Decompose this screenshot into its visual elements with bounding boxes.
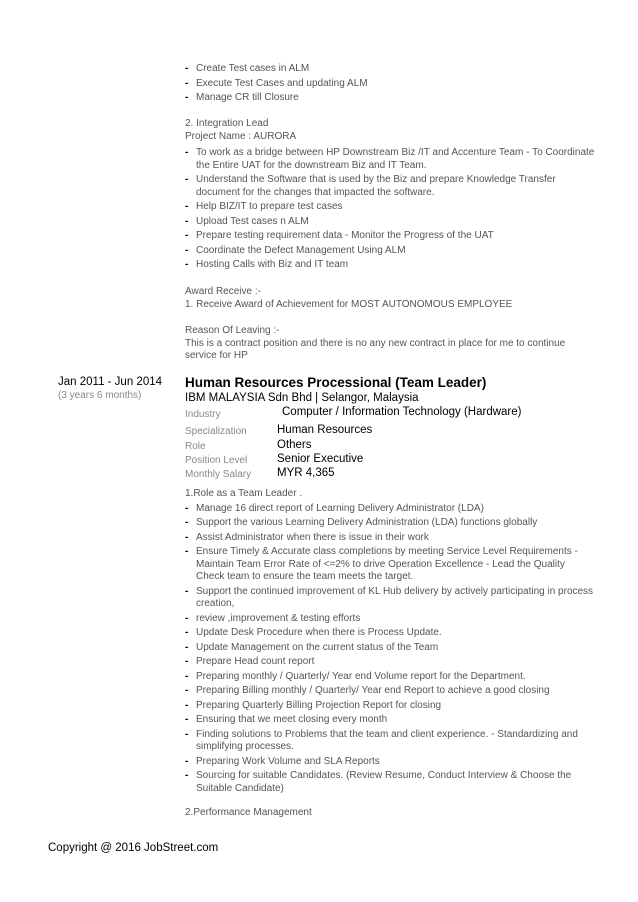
list-item-text: Ensuring that we meet closing every month [196,714,388,725]
salary-value: MYR 4,365 [277,467,335,479]
dash-bullet-icon: - [185,585,189,597]
dash-bullet-icon: - [185,63,189,74]
list-item [185,714,595,727]
award-heading: Award Receive :- [185,286,261,297]
list-item [185,770,595,795]
integration-section [185,118,595,274]
list-item [185,78,595,91]
dash-bullet-icon: - [185,755,189,767]
list-item-text: Update Desk Procedure when there is Process Update. [196,627,442,638]
dash-bullet-icon: - [185,641,189,653]
list-item [185,627,595,640]
position-value: Senior Executive [277,453,364,465]
list-item-text: Upload Test cases n ALM [196,215,309,227]
list-item [185,685,595,698]
list-item [185,642,595,655]
role-value: Others [277,439,312,451]
award-text: 1. Receive Award of Achievement for MOST AUTONOMOUS EMPLOYEE [185,298,513,310]
dash-bullet-icon: - [185,714,189,725]
integration-heading: 2. Integration Lead [185,118,269,129]
list-item [185,656,595,669]
list-item-text: review ,improvement & testing efforts [196,612,361,624]
dash-bullet-icon: - [185,531,189,543]
dash-bullet-icon: - [185,77,189,89]
dash-bullet-icon: - [185,147,189,158]
dash-bullet-icon: - [185,699,189,711]
list-item [185,63,595,76]
job-dates: Jan 2011 - Jun 2014 [58,376,163,388]
list-item-text: Support the continued improvement of KL Hub delivery by actively participating in process creation, [196,585,594,609]
dash-bullet-icon: - [185,259,189,270]
position-label: Position Level [185,455,248,466]
dash-bullet-icon: - [185,201,189,212]
dash-bullet-icon: - [185,627,189,638]
list-item-text: Prepare Head count report [196,656,315,667]
award-section [185,286,595,311]
role-label: Role [185,441,206,452]
list-item-text: Manage CR till Closure [196,92,299,103]
list-item-text: Sourcing for suitable Candidates. (Review Resume, Conduct Interview & Choose the Suitable Candidate) [196,770,572,794]
job-title: Human Resources Processional (Team Leader) [185,375,487,390]
dash-bullet-icon: - [185,770,189,781]
dash-bullet-icon: - [185,728,189,740]
list-item-text: Update Management on the current status of the Team [196,641,439,653]
copyright-footer: Copyright @ 2016 JobStreet.com [48,842,219,854]
list-item [185,729,595,754]
list-item-text: Create Test cases in ALM [196,63,310,74]
dash-bullet-icon: - [185,230,189,241]
top-bullet-list [185,63,595,105]
industry-label: Industry [185,409,221,420]
leaving-section [185,325,595,363]
list-item [185,532,595,545]
list-item [185,259,595,272]
list-item [185,756,595,769]
list-item-text: Understand the Software that is used by the Biz and prepare Knowledge Transfer document for the changes that impacted the software. [196,174,556,198]
list-item-text: Support the various Learning Delivery Administration (LDA) functions globally [196,517,538,528]
leaving-text: This is a contract position and there is no any new contract in place for me to continue service for HP [185,337,566,361]
specialization-label: Specialization [185,426,247,437]
list-item-text: Coordinate the Defect Management Using ALM [196,244,406,256]
list-item [185,174,595,199]
dash-bullet-icon: - [185,517,189,528]
top-task-list [185,63,595,107]
list-item-text: Manage 16 direct report of Learning Delivery Administrator (LDA) [196,502,484,514]
leaving-heading: Reason Of Leaving :- [185,325,280,336]
list-item [185,700,595,713]
list-item [185,92,595,105]
performance-section-heading: 2.Performance Management [185,807,312,818]
list-item-text: Preparing monthly / Quarterly/ Year end Volume report for the Department. [196,670,526,682]
integration-bullet-list [185,147,595,272]
dash-bullet-icon: - [185,92,189,103]
list-item [185,503,595,516]
list-item [185,517,595,530]
salary-label: Monthly Salary [185,469,252,480]
list-item-text: Preparing Quarterly Billing Projection Report for closing [196,699,442,711]
list-item [185,147,595,172]
specialization-value: Human Resources [277,424,373,436]
list-item-text: Ensure Timely & Accurate class completions by meeting Service Level Requirements - Maintain Team Error Rate of <=2% to drive Operation Excellence - Lead the Quality Check team to ensure the team meets the target. [196,546,578,582]
list-item-text: Assist Administrator when there is issue in their work [196,531,429,543]
list-item-text: Prepare testing requirement data - Monitor the Progress of the UAT [196,230,494,241]
list-item [185,586,595,611]
industry-value: Computer / Information Technology (Hardware) [282,406,522,418]
list-item-text: Help BIZ/IT to prepare test cases [196,201,343,212]
list-item [185,201,595,214]
job-responsibilities [185,488,595,820]
dash-bullet-icon: - [185,546,189,557]
integration-project: Project Name : AURORA [185,130,297,142]
dash-bullet-icon: - [185,656,189,667]
list-item [185,245,595,258]
job-duration: (3 years 6 months) [58,390,142,401]
dash-bullet-icon: - [185,685,189,696]
list-item [185,216,595,229]
job-bullet-list [185,503,595,796]
dash-bullet-icon: - [185,174,189,185]
dash-bullet-icon: - [185,612,189,624]
dash-bullet-icon: - [185,215,189,227]
list-item-text: Execute Test Cases and updating ALM [196,77,368,89]
dash-bullet-icon: - [185,502,189,514]
list-item [185,230,595,243]
company-name: IBM MALAYSIA Sdn Bhd | Selangor, Malaysia [185,392,419,404]
list-item-text: To work as a bridge between HP Downstream Biz /IT and Accenture Team - To Coordinate the Entire UAT for the downstream Biz and IT Team. [196,147,595,171]
dash-bullet-icon: - [185,244,189,256]
list-item-text: Hosting Calls with Biz and IT team [196,259,349,270]
list-item [185,546,595,584]
list-item-text: Finding solutions to Problems that the team and client experience. - Standardizing and simplifying processes. [196,728,578,752]
dash-bullet-icon: - [185,670,189,682]
list-item-text: Preparing Billing monthly / Quarterly/ Year end Report to achieve a good closing [196,685,550,696]
list-item [185,671,595,684]
role-section-heading: 1.Role as a Team Leader . [185,488,303,499]
list-item [185,613,595,626]
list-item-text: Preparing Work Volume and SLA Reports [196,755,380,767]
